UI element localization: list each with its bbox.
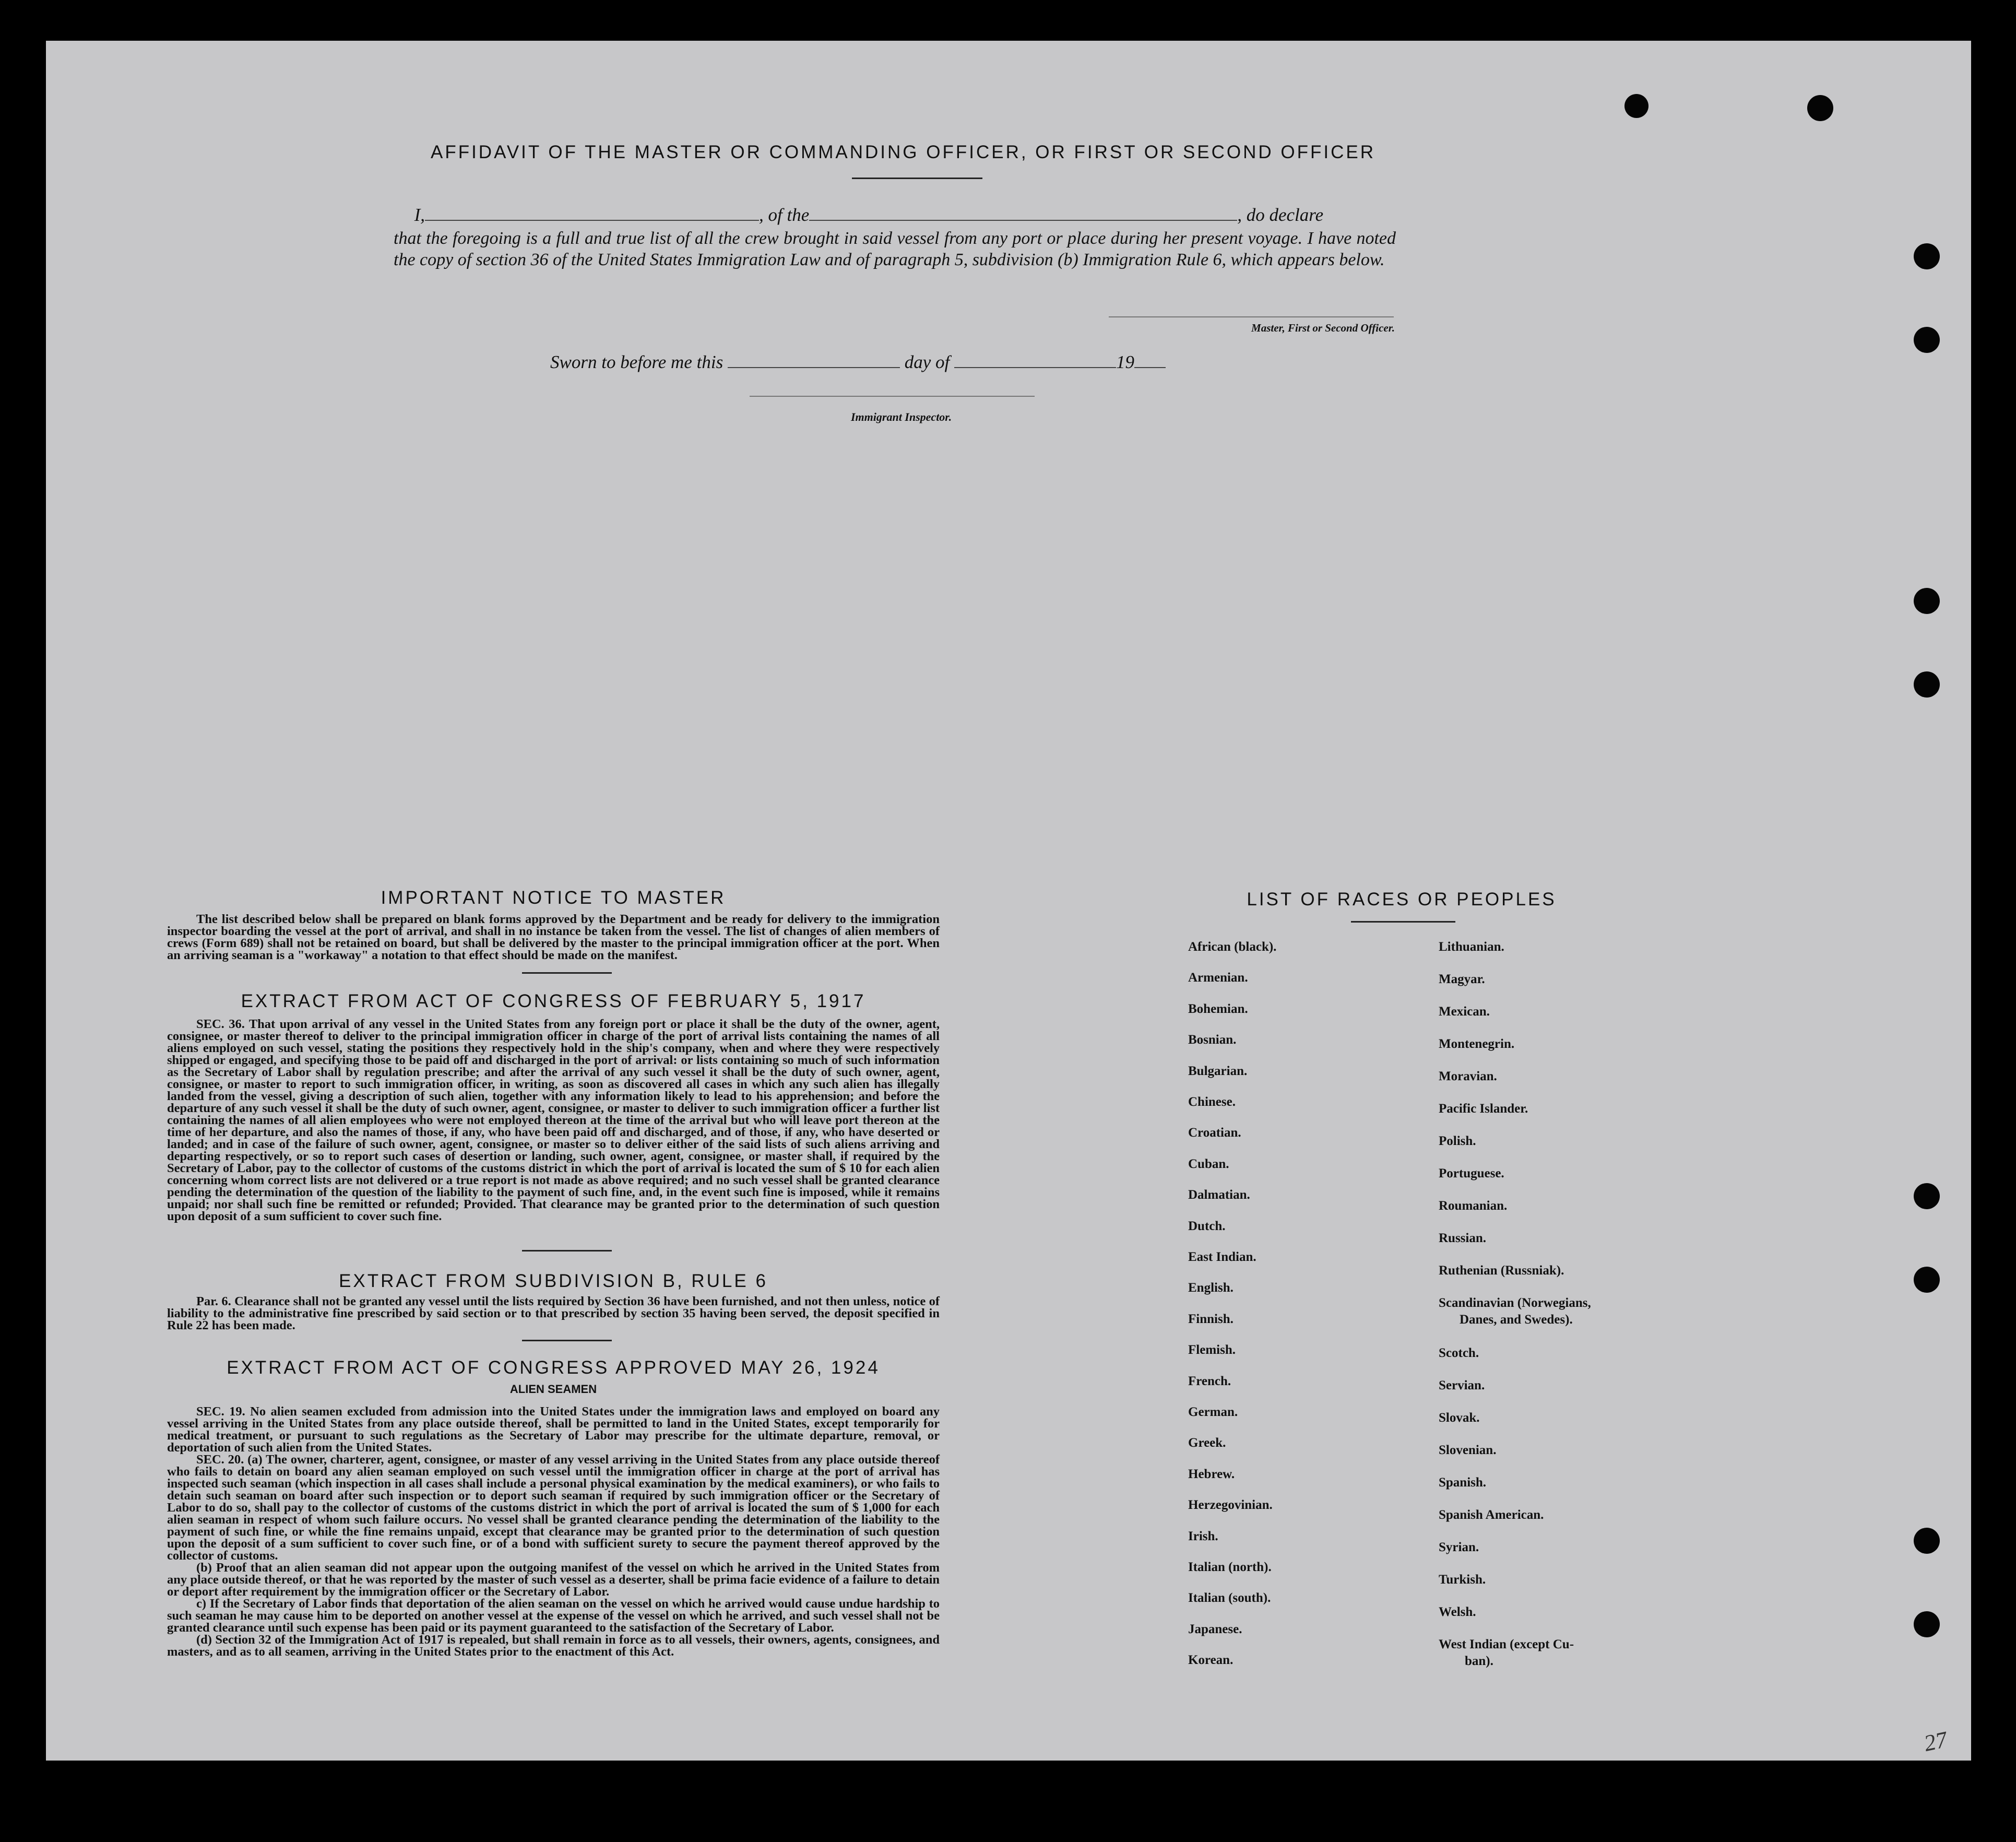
master-label: Master, First or Second Officer. — [1251, 322, 1395, 334]
of-the-label: , of the — [759, 205, 810, 225]
extract-1917-title: EXTRACT FROM ACT OF CONGRESS OF FEBRUARY 5, 1917 — [241, 991, 866, 1011]
race-item: Spanish. — [1439, 1475, 1487, 1490]
punch-hole-3 — [1914, 243, 1940, 269]
extract-1917-text: SEC. 36. That upon arrival of any vessel in the United States from any foreign port or place it shall be the duty of the owner, agent, consignee, or master thereof to deliver to the principal immigration officer in charge of the port of arrival lists containing the names of all aliens employed on such vessel, stating the positions they respectively hold in the ship's company, when and where they were respectively shipped or engaged, and specifying those to be paid off and discharged in the port of arrival: or lists containing so much of such information as the Secretary of Labor shall by regulation prescribe; and after the arrival of any such vessel it shall be the duty of such owner, agent, consignee, or master to report to such immigration officer, in writing, as soon as discovered all cases in which any such alien has illegally landed from the vessel, giving a description of such alien, together with any information likely to lead to his apprehension; and before the departure of any such vessel it shall be the duty of such owner, agent, consignee, or master to deliver to such immigration officer a further list containing the names of all alien employees who were not employed thereon at the time of the arrival but who will leave port thereon at the time of her departure, and also the names of those, if any, who have been paid off and discharged, and of those, if any, who have deserted or landed; and in case of the failure of such owner, agent, consignee, or master so to deliver either of the said lists of such aliens arriving and departing respectively, or so to report such cases of desertion or landing, such owner, agent, consignee, or master shall, if required by the Secretary of Labor, pay to the collector of customs of the customs district in which the port of arrival is located the sum of $ 10 for each alien concerning whom correct lists are not delivered or a true report is not made as above required; and no such vessel shall be granted clearance pending the determination of the question of the liability to the payment of such fine, and, in the event such fine is imposed, while it remains unpaid; nor shall such fine be remitted or refunded; Provided. That clearance may be granted prior to the determination of such question upon deposit of a sum sufficient to cover such fine. — [167, 1017, 940, 1223]
inspector-label: Immigrant Inspector. — [851, 410, 952, 423]
race-item: Turkish. — [1439, 1573, 1486, 1587]
sworn-line — [550, 352, 1166, 373]
race-item: Irish. — [1188, 1529, 1218, 1543]
notice-text: The list described below shall be prepared on blank forms approved by the Department and be ready for delivery to the immigration inspector boarding the vessel at the port of arrival, and shall in no instance be taken from the vessel. The list of changes of alien members of crews (Form 689) shall not be retained on board, but shall be delivered by the master to the principal immigration officer at the port. When an arriving seaman is a "workaway" a notation to that effect should be made on the manifest. — [167, 912, 940, 962]
extract-1924-subtitle: ALIEN SEAMEN — [509, 1383, 597, 1396]
race-item: Slovak. — [1439, 1411, 1480, 1425]
race-item: Dutch. — [1188, 1219, 1226, 1233]
inspector-signature-line[interactable] — [750, 396, 1035, 397]
sworn-year-field[interactable] — [1134, 367, 1166, 368]
punch-hole-1 — [1624, 94, 1649, 118]
race-item: Bohemian. — [1188, 1001, 1248, 1016]
race-item: Pacific Islander. — [1439, 1102, 1528, 1116]
do-declare-label: , do declare — [1237, 205, 1324, 225]
affidavit-body: that the foregoing is a full and true list of all the crew brought in said vessel from any port or place during her present voyage. I have noted the copy of section 36 of the United States Immigration Law and of paragraph 5, subdivision (b) Immigration Rule 6, which appears below. — [394, 229, 1396, 269]
rule6-title: EXTRACT FROM SUBDIVISION B, RULE 6 — [339, 1271, 768, 1291]
race-item: Welsh. — [1439, 1605, 1476, 1619]
race-item: English. — [1188, 1281, 1234, 1295]
punch-hole-5 — [1914, 588, 1940, 614]
race-item: West Indian (except Cu- — [1439, 1637, 1574, 1651]
race-item: Syrian. — [1439, 1540, 1479, 1554]
master-signature-line[interactable] — [1109, 316, 1394, 317]
sworn-month-field[interactable] — [954, 367, 1116, 368]
race-item: Moravian. — [1439, 1069, 1497, 1083]
rule6-text: Par. 6. Clearance shall not be granted any vessel until the lists required by Section 36 have been furnished, and not then unless, notice of liability to the administrative fine prescribed by said section or to that prescribed by section 35 having been served, the deposit specified in Rule 22 has been made. — [167, 1294, 940, 1332]
race-item: Chinese. — [1188, 1095, 1236, 1109]
notice-rule — [522, 972, 612, 974]
race-item: East Indian. — [1188, 1250, 1256, 1264]
race-item: Bulgarian. — [1188, 1064, 1248, 1078]
sec-20a-paragraph: SEC. 20. (a) The owner, charterer, agent, consignee, or master of any vessel arriving in the United States from any place outside thereof who fails to detain on board any alien seaman employed on such vessel until the immigration officer in charge at the port of arrival has inspected such seaman (which inspection in all cases shall include a personal physical examination by the medical examiners), or who fails to detain such seaman on board after such inspection or to deport such seaman if required by such immigration officer or the Secretary of Labor to do so, shall pay to the collector of customs of the customs district in which the port of arrival is located the sum of $ 1,000 for each alien seaman in respect of whom such failure occurs. No vessel shall be granted clearance pending the determination of the liability to the payment of such fine, or while the fine remains unpaid, except that clearance may be granted prior to the determination of such question upon the deposit of a sum sufficient to cover such fine, or of a bond with sufficient surety to secure the payment thereof approved by the collector of customs. — [167, 1453, 940, 1563]
race-item: African (black). — [1188, 940, 1277, 954]
vessel-field[interactable] — [809, 220, 1237, 221]
name-field[interactable] — [425, 220, 759, 221]
punch-hole-7 — [1914, 1183, 1940, 1209]
sec-20d-paragraph: (d) Section 32 of the Immigration Act of 1917 is repealed, but shall remain in force as to all vessels, their owners, agents, consignees, and masters, and as to all seamen, arriving in the United States prior to the enactment of this Act. — [167, 1633, 940, 1659]
race-item: Mexican. — [1439, 1005, 1490, 1019]
punch-hole-2 — [1807, 95, 1833, 121]
race-item: Portuguese. — [1439, 1166, 1504, 1180]
race-item: Armenian. — [1188, 971, 1248, 985]
race-item: Bosnian. — [1188, 1033, 1237, 1047]
sec-20c-paragraph: c) If the Secretary of Labor finds that deportation of the alien seaman on the vessel on which he arrived would cause undue hardship to such seaman he may cause him to be deported on another vessel at the expense of the vessel on which he arrived, and such vessel shall not be granted clearance until such expense has been paid or its payment guaranteed to the satisfaction of the Secretary of Labor. — [167, 1597, 940, 1635]
race-item: Ruthenian (Russniak). — [1439, 1264, 1564, 1278]
sec-20b-paragraph: (b) Proof that an alien seaman did not appear upon the outgoing manifest of the vessel on which he arrived in the United States from any place outside thereof, or that he was reported by the master of such vessel as a deserter, shall be prima facie evidence of a failure to detain or deport after requirement by the immigration officer or the Secretary of Labor. — [167, 1561, 940, 1599]
race-item: Montenegrin. — [1439, 1037, 1515, 1051]
races-title-rule — [1351, 921, 1455, 923]
race-item: Croatian. — [1188, 1126, 1241, 1140]
i-label: I, — [414, 205, 425, 225]
race-item: Scotch. — [1439, 1346, 1479, 1360]
year-label: 19 — [1116, 352, 1134, 372]
race-item: Greek. — [1188, 1436, 1226, 1450]
punch-hole-8 — [1914, 1267, 1940, 1293]
extract-1917-rule — [522, 1250, 612, 1251]
notice-title: IMPORTANT NOTICE TO MASTER — [381, 888, 726, 908]
race-item: Cuban. — [1188, 1156, 1229, 1171]
race-item: Roumanian. — [1439, 1199, 1508, 1213]
sworn-label: Sworn to before me this — [550, 352, 724, 372]
page-number: 27 — [1922, 1726, 1950, 1757]
punch-hole-9 — [1914, 1528, 1940, 1554]
race-item: Italian (south). — [1188, 1591, 1271, 1605]
extract-1924-title: EXTRACT FROM ACT OF CONGRESS APPROVED MAY 26, 1924 — [227, 1357, 880, 1378]
race-item: Dalmatian. — [1188, 1188, 1250, 1202]
race-item: Japanese. — [1188, 1622, 1242, 1636]
race-item: Herzegovinian. — [1188, 1498, 1273, 1513]
race-item: Russian. — [1439, 1231, 1487, 1245]
race-item: ban). — [1465, 1654, 1493, 1668]
punch-hole-4 — [1914, 327, 1940, 353]
race-item: Lithuanian. — [1439, 940, 1504, 954]
punch-hole-10 — [1914, 1611, 1940, 1637]
affidavit-title-rule — [852, 178, 982, 179]
affidavit-title: AFFIDAVIT OF THE MASTER OR COMMANDING OFFICER, OR FIRST OR SECOND OFFICER — [430, 142, 1376, 162]
race-item: Polish. — [1439, 1134, 1476, 1148]
race-item: Slovenian. — [1439, 1443, 1497, 1457]
affidavit-declare-line — [394, 205, 1396, 226]
race-item: French. — [1188, 1374, 1231, 1388]
extract-1924-text — [167, 1406, 940, 1658]
races-title: LIST OF RACES OR PEOPLES — [1247, 889, 1557, 910]
race-item: Servian. — [1439, 1378, 1485, 1392]
race-item: Spanish American. — [1439, 1508, 1544, 1522]
race-item: Italian (north). — [1188, 1560, 1272, 1574]
race-item: Korean. — [1188, 1653, 1234, 1668]
sworn-day-field[interactable] — [728, 367, 900, 368]
day-of-label: day of — [904, 352, 950, 372]
race-item: German. — [1188, 1405, 1238, 1419]
punch-hole-6 — [1914, 671, 1940, 698]
rule6-rule — [522, 1340, 612, 1341]
race-item: Hebrew. — [1188, 1467, 1235, 1481]
sec-19-paragraph: SEC. 19. No alien seamen excluded from admission into the United States under the immigration laws and employed on board any vessel arriving in the United States from any place outside thereof, shall be permitted to land in the United States, except temporarily for medical treatment, or pursuant to such regulations as the Secretary of Labor may prescribe for the ultimate departure, removal, or deportation of such alien from the United States. — [167, 1404, 940, 1455]
race-item: Flemish. — [1188, 1343, 1236, 1357]
race-item: Danes, and Swedes). — [1460, 1313, 1573, 1327]
race-item: Scandinavian (Norwegians, — [1439, 1296, 1591, 1310]
race-item: Finnish. — [1188, 1312, 1234, 1326]
race-item: Magyar. — [1439, 972, 1485, 986]
